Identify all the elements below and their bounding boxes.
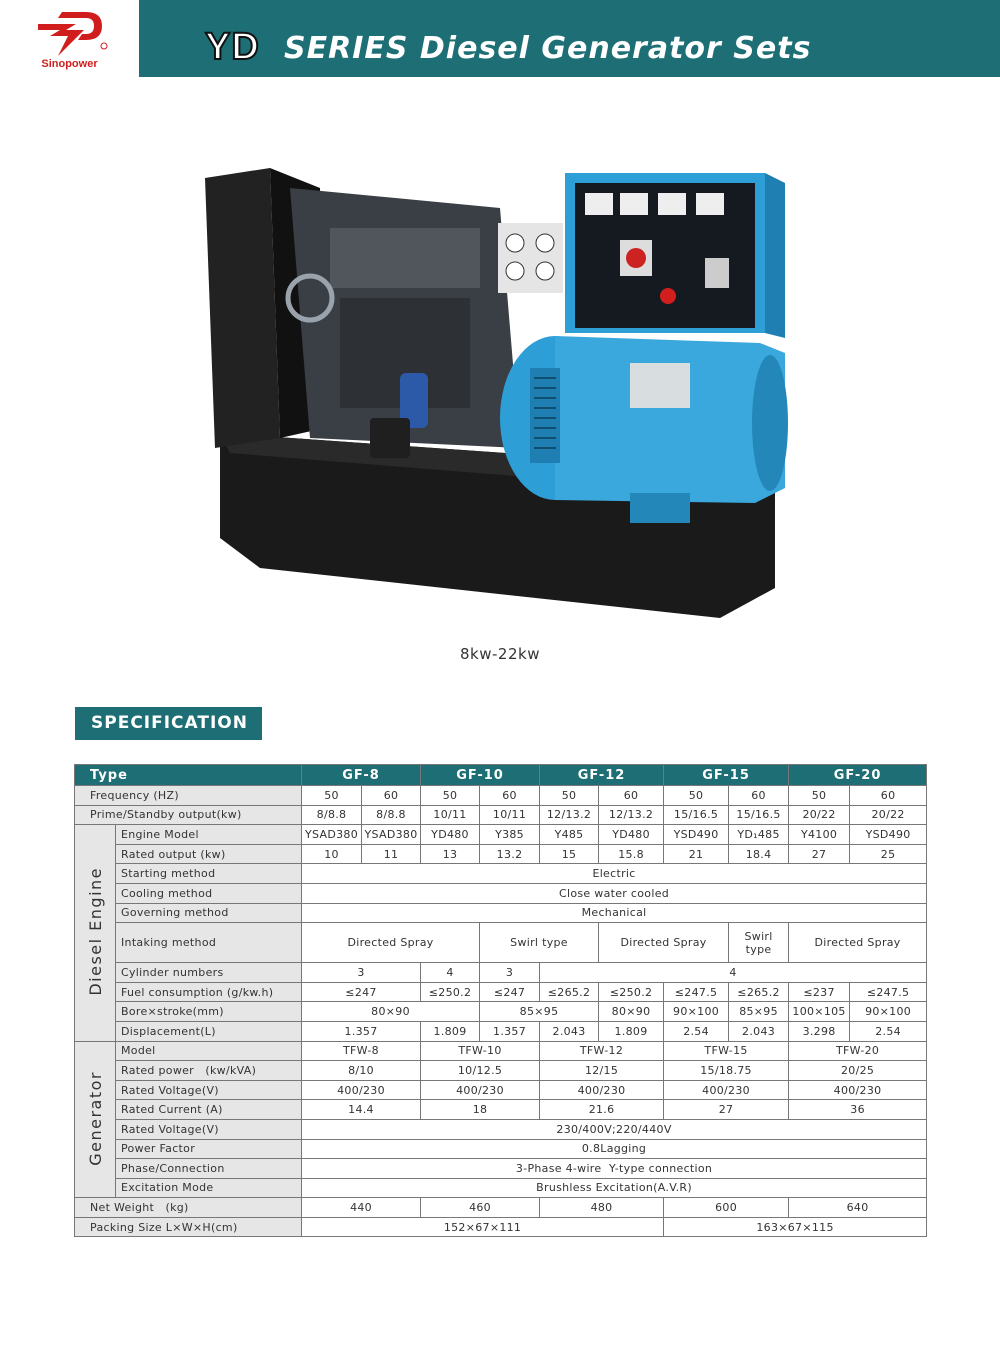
row-label: Prime/Standby output(kw): [75, 805, 302, 825]
generator-set-image: [200, 148, 790, 638]
table-cell: TFW-12: [540, 1041, 664, 1061]
table-cell: 50: [302, 786, 362, 806]
row-label: Intaking method: [116, 923, 302, 963]
radiator: [205, 168, 280, 448]
table-cell: YD480: [421, 825, 480, 845]
table-row: [75, 982, 927, 1002]
row-label: Net Weight (kg): [75, 1198, 302, 1218]
table-row: [75, 1002, 927, 1022]
table-cell: Swirl type: [729, 923, 789, 963]
type-header: Type: [75, 765, 302, 786]
table-row: [75, 1178, 927, 1198]
model-header: GF-20: [789, 765, 927, 786]
table-cell: TFW-20: [789, 1041, 927, 1061]
table-cell: Y385: [480, 825, 540, 845]
table-cell: 100×105: [789, 1002, 850, 1022]
table-row: [75, 1080, 927, 1100]
model-header: GF-15: [664, 765, 789, 786]
table-cell: 8/8.8: [362, 805, 421, 825]
table-cell: 400/230: [302, 1080, 421, 1100]
table-cell: Close water cooled: [302, 883, 927, 903]
table-cell: 15/18.75: [664, 1061, 789, 1081]
table-cell: 21.6: [540, 1100, 664, 1120]
table-cell: 90×100: [664, 1002, 729, 1022]
row-label: Starting method: [116, 864, 302, 884]
row-label: Cylinder numbers: [116, 963, 302, 983]
table-cell: Directed Spray: [599, 923, 729, 963]
table-cell: 13.2: [480, 844, 540, 864]
table-cell: 50: [664, 786, 729, 806]
table-cell: 1.809: [421, 1021, 480, 1041]
row-label: Rated Voltage(V): [116, 1119, 302, 1139]
table-row: [75, 1100, 927, 1120]
table-cell: 2.043: [729, 1021, 789, 1041]
logo: [0, 0, 139, 77]
row-label: Engine Model: [116, 825, 302, 845]
table-cell: YSD490: [664, 825, 729, 845]
table-cell: ≤250.2: [421, 982, 480, 1002]
row-label: Excitation Mode: [116, 1178, 302, 1198]
table-cell: 4: [421, 963, 480, 983]
table-cell: 20/25: [789, 1061, 927, 1081]
table-cell: 1.357: [302, 1021, 421, 1041]
model-header: GF-10: [421, 765, 540, 786]
table-cell: 85×95: [480, 1002, 599, 1022]
table-row: [75, 1217, 927, 1237]
table-row: [75, 1061, 927, 1081]
table-cell: Brushless Excitation(A.V.R): [302, 1178, 927, 1198]
row-label: Rated Voltage(V): [116, 1080, 302, 1100]
table-cell: 60: [480, 786, 540, 806]
table-cell: ≤237: [789, 982, 850, 1002]
table-header-row: [75, 765, 927, 786]
table-cell: YD₁485: [729, 825, 789, 845]
table-cell: 152×67×111: [302, 1217, 664, 1237]
table-cell: Directed Spray: [302, 923, 480, 963]
table-cell: ≤247.5: [664, 982, 729, 1002]
table-cell: 13: [421, 844, 480, 864]
row-label: Displacement(L): [116, 1021, 302, 1041]
table-cell: 8/10: [302, 1061, 421, 1081]
table-cell: 8/8.8: [302, 805, 362, 825]
table-cell: TFW-8: [302, 1041, 421, 1061]
table-cell: 11: [362, 844, 421, 864]
table-cell: 50: [789, 786, 850, 806]
table-cell: 12/15: [540, 1061, 664, 1081]
series-badge: YD: [205, 26, 260, 68]
table-cell: 15/16.5: [729, 805, 789, 825]
row-label: Bore×stroke(mm): [116, 1002, 302, 1022]
table-cell: 2.54: [664, 1021, 729, 1041]
row-label: Rated Current (A): [116, 1100, 302, 1120]
table-cell: ≤247: [480, 982, 540, 1002]
model-header: GF-12: [540, 765, 664, 786]
table-cell: 18.4: [729, 844, 789, 864]
table-cell: ≤265.2: [729, 982, 789, 1002]
row-label: Packing Size L×W×H(cm): [75, 1217, 302, 1237]
table-row: [75, 1041, 927, 1061]
table-row: [75, 883, 927, 903]
table-cell: ≤247.5: [850, 982, 927, 1002]
table-cell: 15: [540, 844, 599, 864]
table-cell: 640: [789, 1198, 927, 1218]
table-cell: 25: [850, 844, 927, 864]
table-cell: Y485: [540, 825, 599, 845]
power-range-caption: 8kw-22kw: [460, 645, 540, 663]
table-cell: 60: [729, 786, 789, 806]
table-cell: 80×90: [302, 1002, 480, 1022]
table-cell: TFW-15: [664, 1041, 789, 1061]
group-label-text: Generator: [85, 1070, 105, 1166]
table-cell: 400/230: [664, 1080, 789, 1100]
header-bar: [0, 0, 1000, 77]
table-cell: 3.298: [789, 1021, 850, 1041]
table-cell: 20/22: [789, 805, 850, 825]
table-cell: 60: [850, 786, 927, 806]
table-cell: 12/13.2: [540, 805, 599, 825]
specification-heading: SPECIFICATION: [75, 707, 262, 740]
table-row: [75, 1139, 927, 1159]
table-cell: Y4100: [789, 825, 850, 845]
table-cell: ≤265.2: [540, 982, 599, 1002]
table-cell: YSD490: [850, 825, 927, 845]
generator-group-label: [75, 1041, 116, 1198]
table-cell: 85×95: [729, 1002, 789, 1022]
sinopower-logo-icon: [36, 10, 110, 58]
table-cell: 3-Phase 4-wire Y-type connection: [302, 1159, 927, 1179]
table-cell: 4: [540, 963, 927, 983]
table-row: [75, 786, 927, 806]
row-label: Frequency (HZ): [75, 786, 302, 806]
table-cell: 90×100: [850, 1002, 927, 1022]
table-cell: 163×67×115: [664, 1217, 927, 1237]
table-cell: 1.809: [599, 1021, 664, 1041]
row-label: Phase/Connection: [116, 1159, 302, 1179]
table-row: [75, 923, 927, 963]
diesel-engine-group-label: [75, 825, 116, 1041]
table-cell: YD480: [599, 825, 664, 845]
table-cell: 12/13.2: [599, 805, 664, 825]
row-label: Rated power (kw/kVA): [116, 1061, 302, 1081]
table-cell: 60: [599, 786, 664, 806]
table-cell: ≤247: [302, 982, 421, 1002]
row-label: Power Factor: [116, 1139, 302, 1159]
table-cell: 0.8Lagging: [302, 1139, 927, 1159]
table-cell: 2.54: [850, 1021, 927, 1041]
table-cell: 10: [302, 844, 362, 864]
table-cell: 27: [789, 844, 850, 864]
table-cell: 20/22: [850, 805, 927, 825]
table-cell: 400/230: [421, 1080, 540, 1100]
row-label: Fuel consumption (g/kw.h): [116, 982, 302, 1002]
page-title: SERIES Diesel Generator Sets: [284, 31, 812, 66]
table-row: [75, 903, 927, 923]
table-cell: Swirl type: [480, 923, 599, 963]
table-cell: 36: [789, 1100, 927, 1120]
table-cell: 80×90: [599, 1002, 664, 1022]
table-cell: TFW-10: [421, 1041, 540, 1061]
table-cell: 230/400V;220/440V: [302, 1119, 927, 1139]
table-cell: 3: [480, 963, 540, 983]
table-cell: Mechanical: [302, 903, 927, 923]
table-cell: 21: [664, 844, 729, 864]
table-cell: 2.043: [540, 1021, 599, 1041]
table-cell: YSAD380: [302, 825, 362, 845]
table-cell: 600: [664, 1198, 789, 1218]
row-label: Governing method: [116, 903, 302, 923]
table-cell: Directed Spray: [789, 923, 927, 963]
row-label: Cooling method: [116, 883, 302, 903]
table-cell: 400/230: [540, 1080, 664, 1100]
brand-name: Sinopower: [41, 58, 98, 70]
model-header: GF-8: [302, 765, 421, 786]
table-row: [75, 1198, 927, 1218]
table-cell: 1.357: [480, 1021, 540, 1041]
table-row: [75, 825, 927, 845]
table-cell: 440: [302, 1198, 421, 1218]
table-row: [75, 1159, 927, 1179]
specification-table: [74, 764, 927, 1237]
table-cell: 400/230: [789, 1080, 927, 1100]
table-cell: 480: [540, 1198, 664, 1218]
table-cell: 10/11: [421, 805, 480, 825]
table-cell: 27: [664, 1100, 789, 1120]
row-label: Model: [116, 1041, 302, 1061]
table-row: [75, 805, 927, 825]
table-cell: 15.8: [599, 844, 664, 864]
table-cell: 3: [302, 963, 421, 983]
table-cell: 18: [421, 1100, 540, 1120]
table-cell: YSAD380: [362, 825, 421, 845]
table-row: [75, 864, 927, 884]
table-cell: 10/12.5: [421, 1061, 540, 1081]
table-cell: 460: [421, 1198, 540, 1218]
table-cell: 10/11: [480, 805, 540, 825]
table-row: [75, 1119, 927, 1139]
table-row: [75, 963, 927, 983]
table-cell: 60: [362, 786, 421, 806]
table-cell: 50: [421, 786, 480, 806]
group-label-text: Diesel Engine: [85, 867, 105, 996]
row-label: Rated output (kw): [116, 844, 302, 864]
table-row: [75, 1021, 927, 1041]
table-cell: 15/16.5: [664, 805, 729, 825]
table-cell: ≤250.2: [599, 982, 664, 1002]
table-cell: Electric: [302, 864, 927, 884]
table-row: [75, 844, 927, 864]
table-cell: 50: [540, 786, 599, 806]
table-cell: 14.4: [302, 1100, 421, 1120]
